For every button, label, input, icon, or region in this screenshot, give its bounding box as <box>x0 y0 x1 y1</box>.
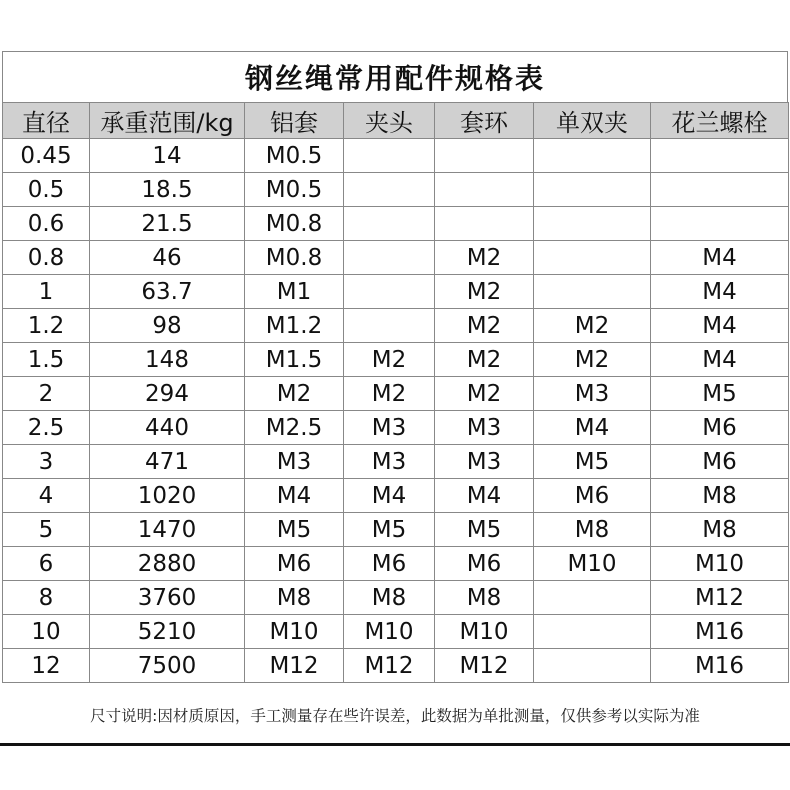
cell-clip: M8 <box>344 581 435 615</box>
cell-single-double-clamp: M5 <box>534 445 651 479</box>
cell-turnbuckle: M16 <box>651 649 789 683</box>
cell-load-range: 148 <box>90 343 245 377</box>
cell-single-double-clamp <box>534 173 651 207</box>
cell-aluminum-sleeve: M2 <box>245 377 344 411</box>
cell-thimble: M2 <box>435 241 534 275</box>
col-header-load-range: 承重范围/kg <box>90 103 245 139</box>
cell-load-range: 18.5 <box>90 173 245 207</box>
cell-thimble: M4 <box>435 479 534 513</box>
table-row <box>3 411 789 445</box>
cell-aluminum-sleeve: M4 <box>245 479 344 513</box>
header-row <box>3 103 789 139</box>
cell-diameter: 0.45 <box>3 139 90 173</box>
spec-table <box>2 102 789 683</box>
table-title: 钢丝绳常用配件规格表 <box>2 51 788 102</box>
cell-clip: M3 <box>344 411 435 445</box>
cell-diameter: 1.2 <box>3 309 90 343</box>
table-row <box>3 377 789 411</box>
cell-turnbuckle <box>651 207 789 241</box>
cell-turnbuckle: M4 <box>651 343 789 377</box>
cell-clip <box>344 173 435 207</box>
cell-aluminum-sleeve: M10 <box>245 615 344 649</box>
cell-clip: M10 <box>344 615 435 649</box>
cell-load-range: 2880 <box>90 547 245 581</box>
cell-diameter: 1 <box>3 275 90 309</box>
col-header-clip: 夹头 <box>344 103 435 139</box>
bottom-divider <box>0 743 790 746</box>
col-header-diameter: 直径 <box>3 103 90 139</box>
cell-clip <box>344 241 435 275</box>
cell-single-double-clamp <box>534 275 651 309</box>
cell-single-double-clamp <box>534 615 651 649</box>
cell-thimble: M2 <box>435 343 534 377</box>
cell-single-double-clamp <box>534 139 651 173</box>
spec-sheet <box>2 51 788 683</box>
table-body <box>3 139 789 683</box>
cell-aluminum-sleeve: M0.8 <box>245 241 344 275</box>
measurement-note: 尺寸说明:因材质原因，手工测量存在些许误差，此数据为单批测量，仅供参考以实际为准 <box>90 707 700 725</box>
cell-aluminum-sleeve: M3 <box>245 445 344 479</box>
cell-clip: M12 <box>344 649 435 683</box>
cell-single-double-clamp <box>534 207 651 241</box>
table-row <box>3 479 789 513</box>
cell-turnbuckle: M4 <box>651 241 789 275</box>
table-row <box>3 343 789 377</box>
cell-thimble: M8 <box>435 581 534 615</box>
cell-load-range: 14 <box>90 139 245 173</box>
cell-diameter: 2.5 <box>3 411 90 445</box>
cell-turnbuckle: M6 <box>651 411 789 445</box>
cell-turnbuckle: M8 <box>651 479 789 513</box>
table-row <box>3 513 789 547</box>
cell-turnbuckle: M5 <box>651 377 789 411</box>
cell-load-range: 63.7 <box>90 275 245 309</box>
cell-load-range: 46 <box>90 241 245 275</box>
cell-clip <box>344 139 435 173</box>
cell-turnbuckle: M8 <box>651 513 789 547</box>
cell-thimble: M3 <box>435 445 534 479</box>
cell-aluminum-sleeve: M1.2 <box>245 309 344 343</box>
cell-load-range: 440 <box>90 411 245 445</box>
cell-single-double-clamp <box>534 581 651 615</box>
cell-turnbuckle: M6 <box>651 445 789 479</box>
cell-diameter: 10 <box>3 615 90 649</box>
cell-aluminum-sleeve: M0.5 <box>245 173 344 207</box>
cell-single-double-clamp: M4 <box>534 411 651 445</box>
cell-diameter: 5 <box>3 513 90 547</box>
table-row <box>3 615 789 649</box>
cell-aluminum-sleeve: M1.5 <box>245 343 344 377</box>
col-header-thimble: 套环 <box>435 103 534 139</box>
cell-single-double-clamp: M3 <box>534 377 651 411</box>
cell-single-double-clamp: M8 <box>534 513 651 547</box>
table-row <box>3 581 789 615</box>
table-row <box>3 207 789 241</box>
cell-diameter: 2 <box>3 377 90 411</box>
cell-thimble: M3 <box>435 411 534 445</box>
cell-diameter: 12 <box>3 649 90 683</box>
col-header-single-double-clamp: 单双夹 <box>534 103 651 139</box>
cell-thimble <box>435 139 534 173</box>
cell-diameter: 3 <box>3 445 90 479</box>
cell-aluminum-sleeve: M0.8 <box>245 207 344 241</box>
cell-single-double-clamp: M10 <box>534 547 651 581</box>
cell-load-range: 3760 <box>90 581 245 615</box>
cell-clip: M3 <box>344 445 435 479</box>
cell-load-range: 1470 <box>90 513 245 547</box>
cell-single-double-clamp: M2 <box>534 309 651 343</box>
cell-clip <box>344 275 435 309</box>
cell-clip: M2 <box>344 377 435 411</box>
cell-aluminum-sleeve: M2.5 <box>245 411 344 445</box>
table-row <box>3 649 789 683</box>
cell-thimble: M10 <box>435 615 534 649</box>
table-row <box>3 173 789 207</box>
cell-diameter: 4 <box>3 479 90 513</box>
cell-clip: M6 <box>344 547 435 581</box>
cell-turnbuckle: M10 <box>651 547 789 581</box>
cell-diameter: 0.5 <box>3 173 90 207</box>
table-row <box>3 445 789 479</box>
cell-load-range: 21.5 <box>90 207 245 241</box>
table-row <box>3 275 789 309</box>
cell-load-range: 1020 <box>90 479 245 513</box>
cell-single-double-clamp <box>534 241 651 275</box>
cell-load-range: 98 <box>90 309 245 343</box>
cell-diameter: 1.5 <box>3 343 90 377</box>
cell-turnbuckle: M12 <box>651 581 789 615</box>
cell-clip <box>344 207 435 241</box>
cell-single-double-clamp: M6 <box>534 479 651 513</box>
cell-load-range: 7500 <box>90 649 245 683</box>
cell-single-double-clamp <box>534 649 651 683</box>
cell-turnbuckle: M4 <box>651 275 789 309</box>
cell-single-double-clamp: M2 <box>534 343 651 377</box>
col-header-turnbuckle: 花兰螺栓 <box>651 103 789 139</box>
cell-diameter: 6 <box>3 547 90 581</box>
cell-aluminum-sleeve: M5 <box>245 513 344 547</box>
cell-turnbuckle <box>651 139 789 173</box>
cell-clip: M2 <box>344 343 435 377</box>
cell-thimble <box>435 207 534 241</box>
table-row <box>3 241 789 275</box>
cell-load-range: 5210 <box>90 615 245 649</box>
cell-load-range: 294 <box>90 377 245 411</box>
cell-clip <box>344 309 435 343</box>
cell-diameter: 0.8 <box>3 241 90 275</box>
cell-thimble: M2 <box>435 377 534 411</box>
table-row <box>3 547 789 581</box>
cell-thimble: M6 <box>435 547 534 581</box>
cell-aluminum-sleeve: M8 <box>245 581 344 615</box>
cell-aluminum-sleeve: M6 <box>245 547 344 581</box>
cell-thimble: M2 <box>435 309 534 343</box>
col-header-aluminum-sleeve: 铝套 <box>245 103 344 139</box>
cell-clip: M4 <box>344 479 435 513</box>
cell-thimble <box>435 173 534 207</box>
table-row <box>3 309 789 343</box>
table-row <box>3 139 789 173</box>
cell-thimble: M5 <box>435 513 534 547</box>
cell-clip: M5 <box>344 513 435 547</box>
cell-turnbuckle: M16 <box>651 615 789 649</box>
cell-aluminum-sleeve: M0.5 <box>245 139 344 173</box>
cell-aluminum-sleeve: M1 <box>245 275 344 309</box>
cell-aluminum-sleeve: M12 <box>245 649 344 683</box>
cell-thimble: M2 <box>435 275 534 309</box>
cell-turnbuckle <box>651 173 789 207</box>
cell-turnbuckle: M4 <box>651 309 789 343</box>
cell-thimble: M12 <box>435 649 534 683</box>
cell-load-range: 471 <box>90 445 245 479</box>
cell-diameter: 8 <box>3 581 90 615</box>
cell-diameter: 0.6 <box>3 207 90 241</box>
